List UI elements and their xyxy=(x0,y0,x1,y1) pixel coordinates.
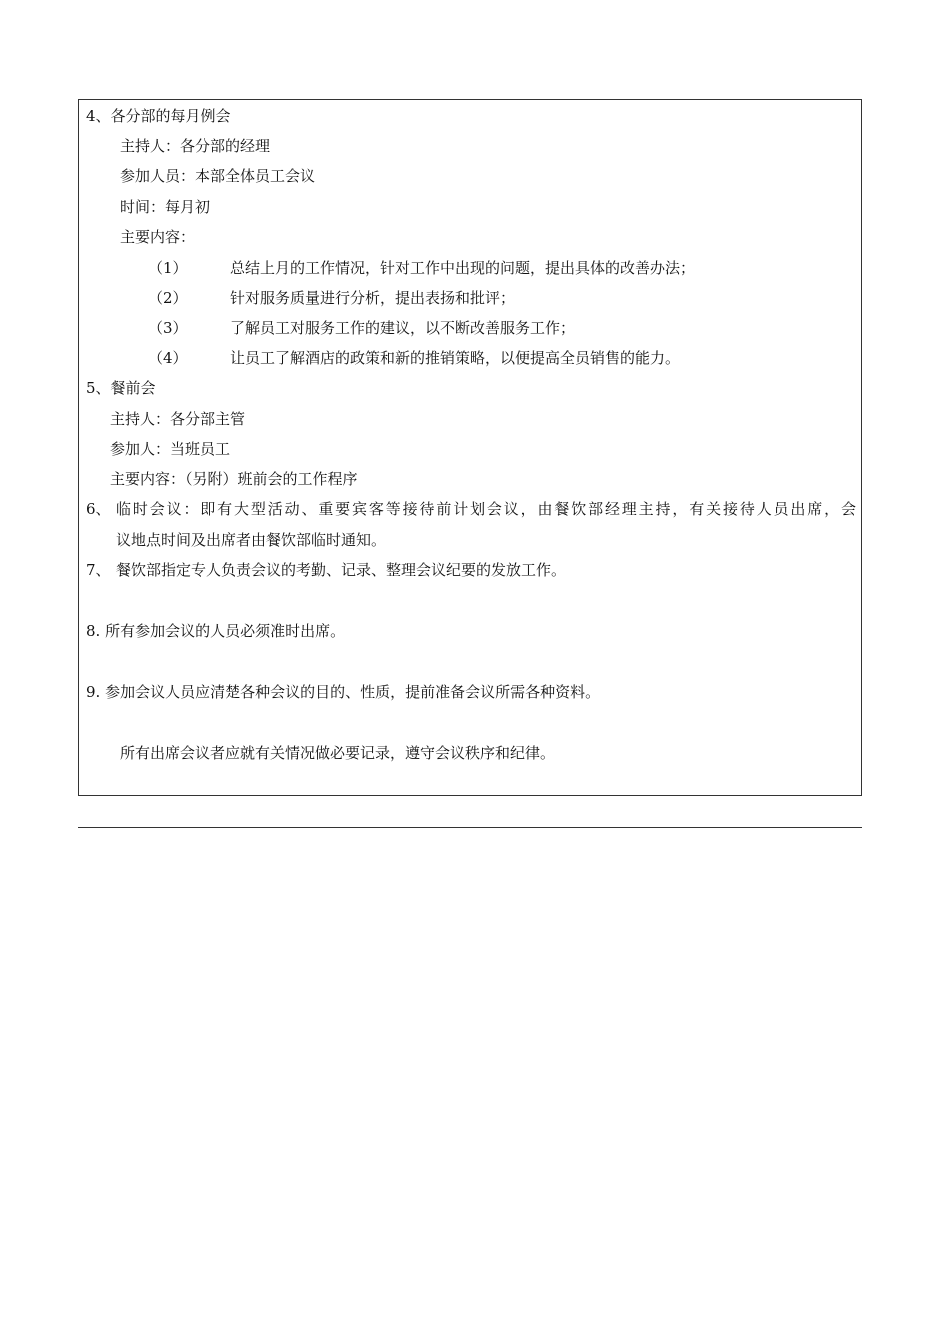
section-8-text: 8. 所有参加会议的人员必须准时出席。 xyxy=(86,622,346,640)
section-5-content: 主要内容：（另附）班前会的工作程序 xyxy=(110,470,358,488)
section-4-time: 时间：每月初 xyxy=(120,198,211,216)
section-6-line-1: 临时会议：即有大型活动、重要宾客等接待前计划会议，由餐饮部经理主持，有关接待人员出席，会 xyxy=(116,500,856,518)
section-4-attendees: 参加人员：本部全体员工会议 xyxy=(120,167,316,185)
section-4-item-2-num: （2） xyxy=(148,289,188,307)
section-7-num: 7、 xyxy=(86,561,111,579)
section-4-item-3-text: 了解员工对服务工作的建议，以不断改善服务工作； xyxy=(230,319,576,337)
section-4-item-2-text: 针对服务质量进行分析，提出表扬和批评； xyxy=(230,289,516,307)
section-4-item-3-num: （3） xyxy=(148,319,188,337)
section-6-line-2: 议地点时间及出席者由餐饮部临时通知。 xyxy=(116,531,387,549)
section-4-item-1-text: 总结上月的工作情况，针对工作中出现的问题，提出具体的改善办法； xyxy=(230,259,696,277)
footer-divider xyxy=(78,827,862,828)
section-9-text: 9. 参加会议人员应清楚各种会议的目的、性质，提前准备会议所需各种资料。 xyxy=(86,683,601,701)
closing-note: 所有出席会议者应就有关情况做必要记录，遵守会议秩序和纪律。 xyxy=(120,744,556,762)
section-5-attendees: 参加人：当班员工 xyxy=(110,440,231,458)
section-4-title: 4、各分部的每月例会 xyxy=(86,107,231,125)
section-6-num: 6、 xyxy=(86,500,111,518)
section-5-host: 主持人：各分部主管 xyxy=(110,410,246,428)
section-5-title: 5、餐前会 xyxy=(86,379,156,397)
section-4-content-label: 主要内容： xyxy=(120,228,196,246)
section-4-host: 主持人：各分部的经理 xyxy=(120,137,271,155)
section-7-text: 餐饮部指定专人负责会议的考勤、记录、整理会议纪要的发放工作。 xyxy=(116,561,567,579)
section-4-item-1-num: （1） xyxy=(148,259,188,277)
section-4-item-4-text: 让员工了解酒店的政策和新的推销策略，以便提高全员销售的能力。 xyxy=(230,349,681,367)
section-4-item-4-num: （4） xyxy=(148,349,188,367)
